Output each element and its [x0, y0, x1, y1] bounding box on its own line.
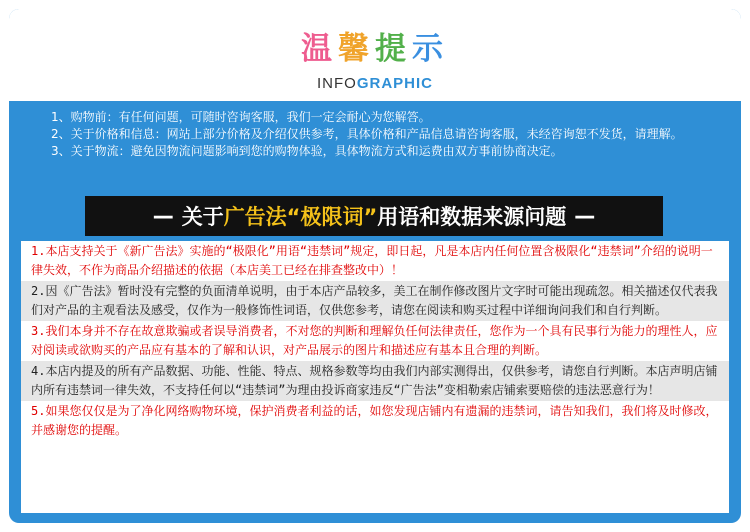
subtitle-info: INFO: [316, 75, 357, 92]
title-char: 示: [412, 31, 449, 67]
notice-item: 3、关于物流：避免因物流问题影响到您的购物体验，具体物流方式和运费由双方事前协商决定。: [51, 144, 563, 158]
banner-dash-left: —: [152, 204, 174, 228]
notice-card: [9, 9, 741, 523]
title-char: 温: [301, 31, 338, 67]
disclaimer-paragraph: 4.本店内提及的所有产品数据、功能、性能、特点、规格参数等均由我们内部实测得出，仅供参考，请您自行判断。本店声明店铺内所有违禁词一律失效，不支持任何以“违禁词”为理由投诉商家违反“广告法”变相勒索店铺索要赔偿的违法恶意行为！: [21, 361, 729, 401]
disclaimer-paragraph: 3.我们本身并不存在故意欺骗或者误导消费者，不对您的判断和理解负任何法律责任，您作为一个具有民事行为能力的理性人，应对阅读或欲购买的产品应有基本的了解和认识，对产品展示的图片和描述应有基本且合理的判断。: [21, 321, 729, 361]
section-banner: [85, 196, 663, 236]
subtitle: [9, 75, 741, 92]
banner-text-2: 广告法“极限词”: [223, 205, 378, 229]
disclaimer-paragraph: 2.因《广告法》暂时没有完整的负面清单说明，由于本店产品较多，美工在制作修改图片文字时可能出现疏忽。相关描述仅代表我们对产品的主观看法及感受，仅作为一般修饰性词语，仅供您参考，请您在阅读和购买过程中详细询问我们和自行判断。: [21, 281, 729, 321]
page-title: [9, 31, 741, 67]
notice-item: 2、关于价格和信息：网站上部分价格及介绍仅供参考，具体价格和产品信息请咨询客服，未经咨询恕不发货，请理解。: [51, 127, 683, 141]
title-char: 提: [375, 31, 412, 67]
title-char: 馨: [338, 31, 375, 67]
banner-text-3: 用语和数据来源问题: [377, 205, 567, 229]
notice-item: 1、购物前：有任何问题，可随时咨询客服，我们一定会耐心为您解答。: [51, 110, 431, 124]
disclaimer-content: [21, 241, 729, 513]
header: [9, 9, 741, 101]
disclaimer-paragraph: 1.本店支持关于《新广告法》实施的“极限化”用语“违禁词”规定，即日起，凡是本店内任何位置含极限化“违禁词”介绍的说明一律失效，不作为商品介绍描述的依据（本店美工已经在排查整改中）！: [21, 241, 729, 281]
banner-text-1: 关于: [181, 205, 224, 229]
banner-dash-right: —: [574, 204, 596, 228]
notice-list: [51, 109, 711, 160]
disclaimer-paragraph: 5.如果您仅仅是为了净化网络购物环境，保护消费者利益的话，如您发现店铺内有遗漏的违禁词，请告知我们，我们将及时修改，并感谢您的提醒。: [21, 401, 729, 441]
subtitle-graphic: GRAPHIC: [356, 75, 433, 92]
